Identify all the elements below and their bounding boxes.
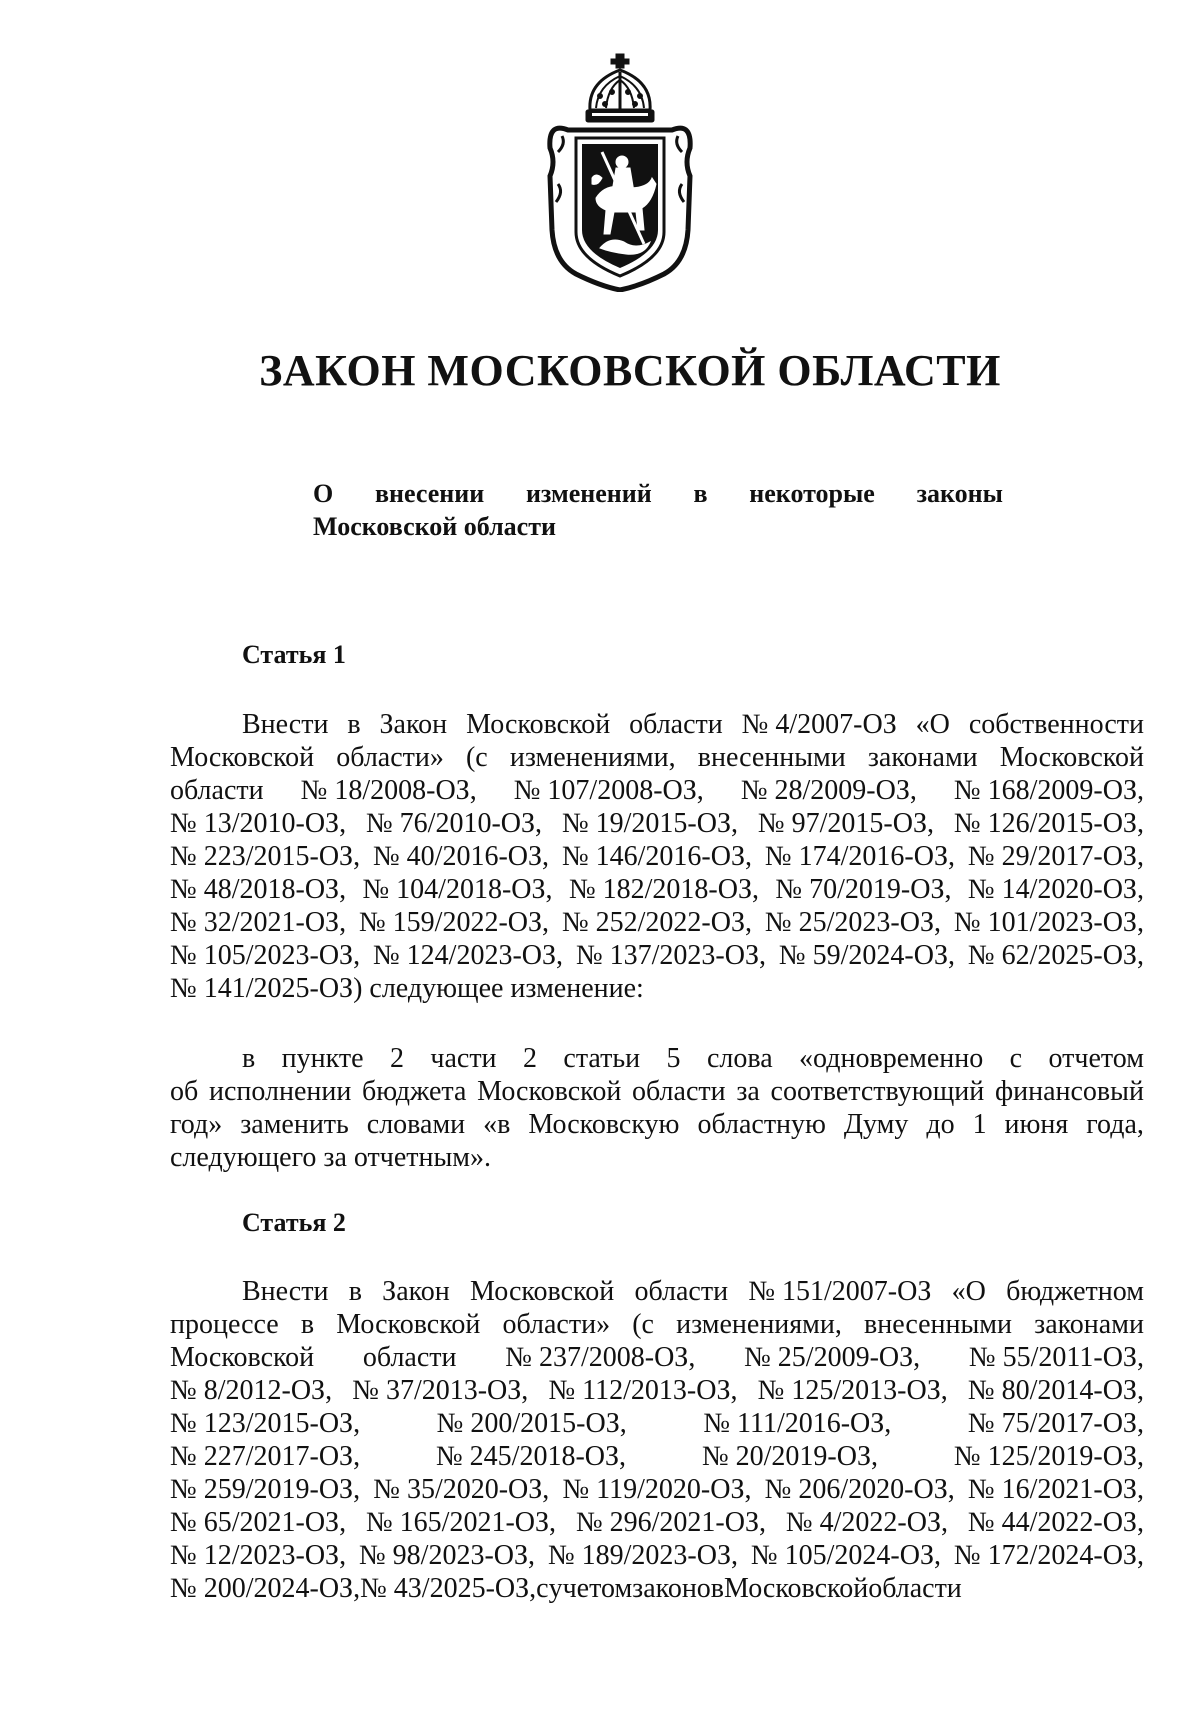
text-word: Московской bbox=[724, 1573, 869, 1604]
text-line bbox=[170, 708, 1144, 741]
text-word: Московской bbox=[170, 1342, 315, 1373]
text-word: № 101/2023-ОЗ, bbox=[953, 907, 1144, 938]
text-word: № 16/2021-ОЗ, bbox=[967, 1474, 1144, 1505]
text-word: № 37/2013-ОЗ, bbox=[352, 1375, 529, 1406]
text-line bbox=[170, 873, 1144, 906]
text-word: № 252/2022-ОЗ, bbox=[561, 907, 753, 938]
text-word: № 12/2023-ОЗ, bbox=[170, 1540, 347, 1571]
text-word: № 296/2021-ОЗ, bbox=[575, 1507, 767, 1538]
subject-word: О bbox=[313, 479, 334, 508]
text-word: изменениями, bbox=[676, 1309, 842, 1340]
text-word: № 259/2019-ОЗ, bbox=[170, 1474, 361, 1505]
subject-word: некоторые bbox=[749, 479, 875, 508]
text-word: год» bbox=[170, 1109, 223, 1140]
text-word: в bbox=[347, 709, 361, 740]
text-line bbox=[170, 1539, 1144, 1572]
text-word: № 123/2015-ОЗ, bbox=[170, 1408, 361, 1439]
text-word: Московской bbox=[999, 742, 1144, 773]
subject-word: изменений bbox=[525, 479, 652, 508]
text-word: № 189/2023-ОЗ, bbox=[547, 1540, 739, 1571]
text-word: статьи bbox=[563, 1043, 641, 1074]
text-word: следующего за отчетным». bbox=[170, 1142, 492, 1173]
text-word: собственности bbox=[968, 709, 1144, 740]
text-word: июня bbox=[1004, 1109, 1069, 1140]
text-word: «одновременно bbox=[799, 1043, 984, 1074]
text-word: в bbox=[348, 1276, 362, 1307]
text-word: № 44/2022-ОЗ, bbox=[967, 1507, 1144, 1538]
text-word: № 4/2007-ОЗ bbox=[741, 709, 897, 740]
text-word: (с bbox=[632, 1309, 654, 1340]
text-word: с bbox=[1009, 1043, 1023, 1074]
text-line bbox=[170, 741, 1144, 774]
text-word: за bbox=[736, 1076, 760, 1107]
text-word: области bbox=[632, 1076, 726, 1107]
text-word: № 32/2021-ОЗ, bbox=[170, 907, 347, 938]
text-word: № 112/2013-ОЗ, bbox=[548, 1375, 738, 1406]
text-line bbox=[170, 1275, 1144, 1308]
text-word: № 107/2008-ОЗ, bbox=[513, 775, 704, 806]
subject-word: в bbox=[693, 479, 708, 508]
text-word: законами bbox=[1034, 1309, 1144, 1340]
text-word: законами bbox=[867, 742, 978, 773]
text-word: № 19/2015-ОЗ, bbox=[561, 808, 739, 839]
text-word: № 146/2016-ОЗ, bbox=[561, 841, 753, 872]
text-word: № 70/2019-ОЗ, bbox=[775, 874, 952, 905]
text-word: процессе bbox=[170, 1309, 279, 1340]
text-word: области bbox=[362, 1342, 457, 1373]
text-word: области bbox=[629, 709, 723, 740]
article-1-paragraph-2 bbox=[170, 1042, 1144, 1174]
text-word: № 65/2021-ОЗ, bbox=[170, 1507, 347, 1538]
text-word: 5 bbox=[666, 1043, 681, 1074]
text-word: Московскую bbox=[528, 1109, 680, 1140]
text-word: № 76/2010-ОЗ, bbox=[365, 808, 543, 839]
text-line bbox=[170, 1108, 1144, 1141]
text-word: № 141/2025-ОЗ) следующее изменение: bbox=[170, 973, 644, 1004]
text-line bbox=[170, 1075, 1144, 1108]
text-word: № 125/2019-ОЗ, bbox=[953, 1441, 1144, 1472]
text-word: изменениями, bbox=[509, 742, 676, 773]
text-word: № 124/2023-ОЗ, bbox=[372, 940, 564, 971]
text-line bbox=[170, 1042, 1144, 1075]
text-line bbox=[170, 1341, 1144, 1374]
article-2-heading: Статья 2 bbox=[242, 1208, 346, 1237]
text-word: области bbox=[170, 775, 264, 806]
text-line bbox=[170, 906, 1144, 939]
text-line bbox=[170, 1440, 1144, 1473]
text-word: исполнении bbox=[208, 1076, 352, 1107]
text-word: области» bbox=[336, 742, 444, 773]
coat-of-arms-icon bbox=[540, 52, 700, 292]
text-word: № 105/2023-ОЗ, bbox=[170, 940, 361, 971]
text-word: пункте bbox=[281, 1043, 364, 1074]
text-line bbox=[170, 1572, 1144, 1605]
text-word: № 159/2022-ОЗ, bbox=[358, 907, 550, 938]
text-word: № 55/2011-ОЗ, bbox=[968, 1342, 1144, 1373]
text-word: 1 bbox=[972, 1109, 987, 1140]
text-word: Московской bbox=[466, 709, 611, 740]
text-word: № 25/2023-ОЗ, bbox=[764, 907, 941, 938]
text-word: области» bbox=[502, 1309, 611, 1340]
text-word: № 206/2020-ОЗ, bbox=[764, 1474, 955, 1505]
text-word: № 151/2007-ОЗ bbox=[748, 1276, 932, 1307]
text-line bbox=[170, 1407, 1144, 1440]
text-line bbox=[170, 972, 1144, 1005]
text-word: года, bbox=[1086, 1109, 1144, 1140]
text-word: в bbox=[242, 1043, 256, 1074]
text-word: «в bbox=[483, 1109, 511, 1140]
text-word: Московской bbox=[336, 1309, 481, 1340]
text-word: № 137/2023-ОЗ, bbox=[575, 940, 767, 971]
document-title: ЗАКОН МОСКОВСКОЙ ОБЛАСТИ bbox=[259, 346, 1001, 395]
text-word: с bbox=[536, 1573, 549, 1604]
text-word: финансовый bbox=[994, 1076, 1144, 1107]
subject-word: внесении bbox=[374, 479, 485, 508]
text-word: № 97/2015-ОЗ, bbox=[757, 808, 934, 839]
article-1-heading: Статья 1 bbox=[242, 640, 346, 669]
text-word: № 237/2008-ОЗ, bbox=[505, 1342, 696, 1373]
text-word: № 20/2019-ОЗ, bbox=[701, 1441, 879, 1472]
text-word: (с bbox=[465, 742, 488, 773]
text-word: областную bbox=[697, 1109, 826, 1140]
text-word: № 126/2015-ОЗ, bbox=[953, 808, 1144, 839]
text-line bbox=[170, 1308, 1144, 1341]
text-word: № 13/2010-ОЗ, bbox=[170, 808, 347, 839]
text-word: № 62/2025-ОЗ, bbox=[967, 940, 1144, 971]
subject-line-2: Московской области bbox=[313, 512, 556, 541]
text-word: «О bbox=[951, 1276, 986, 1307]
text-word: № 111/2016-ОЗ, bbox=[703, 1408, 892, 1439]
text-word: Закон bbox=[382, 1276, 450, 1307]
text-word: № 43/2025-ОЗ, bbox=[360, 1573, 537, 1604]
text-word: об bbox=[170, 1076, 199, 1107]
text-word: в bbox=[300, 1309, 315, 1340]
text-word: области bbox=[634, 1276, 729, 1307]
text-word: Закон bbox=[379, 709, 448, 740]
text-word: № 59/2024-ОЗ, bbox=[778, 940, 955, 971]
text-word: бюджетном bbox=[1006, 1276, 1144, 1307]
text-line bbox=[170, 1374, 1144, 1407]
crown-icon bbox=[586, 54, 654, 122]
text-word: № 40/2016-ОЗ, bbox=[372, 841, 550, 872]
text-word: № 35/2020-ОЗ, bbox=[373, 1474, 550, 1505]
text-word: № 28/2009-ОЗ, bbox=[740, 775, 917, 806]
text-word: Московской bbox=[477, 1076, 622, 1107]
text-word: № 48/2018-ОЗ, bbox=[170, 874, 347, 905]
text-word: № 227/2017-ОЗ, bbox=[170, 1441, 361, 1472]
text-word: № 168/2009-ОЗ, bbox=[953, 775, 1144, 806]
article-2-paragraph-1 bbox=[170, 1275, 1144, 1605]
law-subject bbox=[313, 477, 1003, 543]
text-line bbox=[170, 840, 1144, 873]
text-word: № 104/2018-ОЗ, bbox=[362, 874, 553, 905]
text-word: внесенными bbox=[697, 742, 846, 773]
text-word: «О bbox=[915, 709, 950, 740]
text-line bbox=[170, 939, 1144, 972]
text-word: 2 bbox=[389, 1043, 404, 1074]
text-word: внесенными bbox=[864, 1309, 1013, 1340]
text-word: № 25/2009-ОЗ, bbox=[744, 1342, 921, 1373]
text-line bbox=[170, 1141, 1144, 1174]
text-word: № 223/2015-ОЗ, bbox=[170, 841, 361, 872]
text-word: учетом bbox=[548, 1573, 633, 1604]
text-word: № 80/2014-ОЗ, bbox=[967, 1375, 1144, 1406]
text-word: части bbox=[430, 1043, 497, 1074]
text-word: 2 bbox=[522, 1043, 537, 1074]
text-word: Московской bbox=[170, 742, 315, 773]
text-word: № 18/2008-ОЗ, bbox=[300, 775, 477, 806]
text-word: № 182/2018-ОЗ, bbox=[568, 874, 760, 905]
text-word: Внести bbox=[242, 1276, 329, 1307]
text-word: № 75/2017-ОЗ, bbox=[967, 1408, 1144, 1439]
text-word: № 119/2020-ОЗ, bbox=[562, 1474, 752, 1505]
text-word: Московской bbox=[470, 1276, 615, 1307]
text-line bbox=[170, 1473, 1144, 1506]
text-word: слова bbox=[706, 1043, 773, 1074]
text-word: словами bbox=[366, 1109, 466, 1140]
text-word: отчетом bbox=[1048, 1043, 1144, 1074]
text-word: области bbox=[868, 1573, 962, 1604]
text-word: № 200/2015-ОЗ, bbox=[436, 1408, 627, 1439]
text-word: соответствующий bbox=[770, 1076, 985, 1107]
text-word: № 14/2020-ОЗ, bbox=[967, 874, 1144, 905]
text-word: № 105/2024-ОЗ, bbox=[750, 1540, 941, 1571]
text-word: № 174/2016-ОЗ, bbox=[764, 841, 955, 872]
text-word: № 245/2018-ОЗ, bbox=[435, 1441, 627, 1472]
subject-word: законы bbox=[916, 479, 1003, 508]
text-line bbox=[170, 1506, 1144, 1539]
text-line bbox=[170, 774, 1144, 807]
text-line bbox=[170, 807, 1144, 840]
text-word: бюджета bbox=[362, 1076, 467, 1107]
text-word: № 8/2012-ОЗ, bbox=[170, 1375, 333, 1406]
text-word: № 165/2021-ОЗ, bbox=[365, 1507, 557, 1538]
text-word: Внести bbox=[242, 709, 329, 740]
text-word: № 125/2013-ОЗ, bbox=[757, 1375, 948, 1406]
text-word: № 172/2024-ОЗ, bbox=[953, 1540, 1144, 1571]
text-word: № 29/2017-ОЗ, bbox=[967, 841, 1144, 872]
text-word: № 4/2022-ОЗ, bbox=[785, 1507, 948, 1538]
text-word: № 98/2023-ОЗ, bbox=[358, 1540, 536, 1571]
subject-line-1 bbox=[313, 477, 1003, 510]
text-word: № 200/2024-ОЗ, bbox=[170, 1573, 361, 1604]
text-word: законов bbox=[632, 1573, 725, 1604]
text-word: до bbox=[926, 1109, 955, 1140]
article-1-paragraph-1 bbox=[170, 708, 1144, 1005]
text-word: заменить bbox=[240, 1109, 349, 1140]
text-word: Думу bbox=[843, 1109, 909, 1140]
